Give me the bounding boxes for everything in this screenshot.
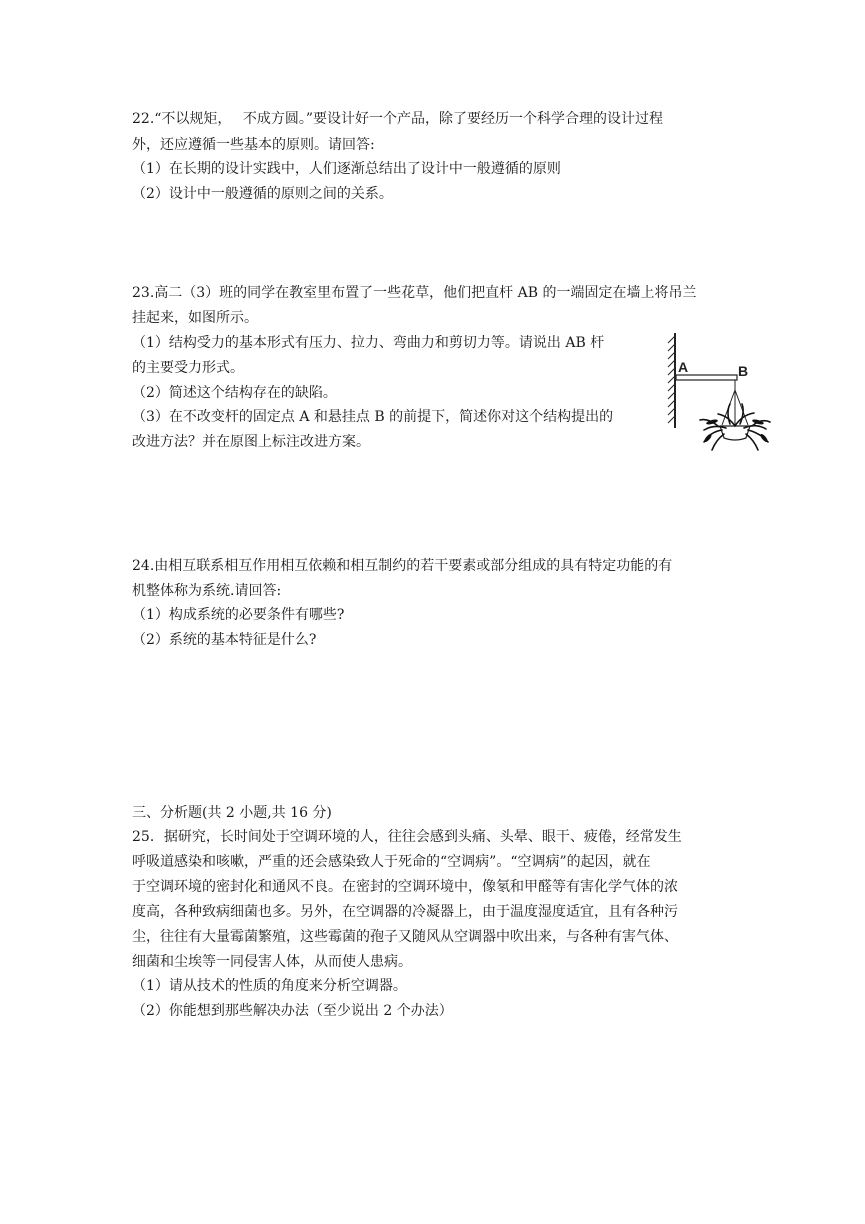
hanger-strings [722, 390, 748, 425]
q25-stem-line4: 度高，各种致病细菌也多。另外，在空调器的冷凝器上，由于温度湿度适宜，且有各种污 [132, 904, 678, 920]
section-3-title: 三、分析题(共 2 小题,共 16 分) [132, 805, 332, 821]
hanging-plant-figure [660, 330, 780, 460]
wall-hatching [668, 336, 675, 423]
rod-ab [676, 375, 737, 380]
q22-stem-line1: 22.“不以规矩， 不成方圆。”要设计好一个产品，除了要经历一个科学合理的设计过程 [132, 111, 664, 127]
q22-stem-line2: 外，还应遵循一些基本的原则。请回答: [132, 137, 375, 153]
q25-subquestion-2: （2）你能想到那些解决办法（至少说出 2 个办法） [132, 1003, 453, 1019]
label-b: B [738, 363, 749, 379]
q25-stem-line6: 细菌和尘埃等一同侵害人体，从而使人患病。 [132, 954, 412, 970]
q24-subquestion-1: （1）构成系统的必要条件有哪些? [132, 607, 345, 623]
q25-stem-line2: 呼吸道感染和咳嗽，严重的还会感染致人于死命的“空调病”。“空调病”的起因，就在 [132, 854, 651, 870]
q24-stem-line1: 24.由相互联系相互作用相互依赖和相互制约的若干要素或部分组成的具有特定功能的有 [132, 558, 673, 574]
q25-stem-line3: 于空调环境的密封化和通风不良。在密封的空调环境中，像氡和甲醛等有害化学气体的浓 [132, 879, 678, 895]
q23-stem-line1: 23.高二（3）班的同学在教室里布置了一些花草，他们把直杆 AB 的一端固定在墙上将吊兰 [132, 285, 697, 301]
q23-stem-line2: 挂起来，如图所示。 [132, 310, 258, 326]
q22-subquestion-1: （1）在长期的设计实践中，人们逐渐总结出了设计中一般遵循的原则 [132, 161, 561, 177]
q24-stem-line2: 机整体称为系统.请回答: [132, 583, 282, 599]
q24-subquestion-2: （2）系统的基本特征是什么? [132, 632, 317, 648]
q23-subquestion-1-line1: （1）结构受力的基本形式有压力、拉力、弯曲力和剪切力等。请说出 AB 杆 [132, 335, 605, 351]
q23-subquestion-1-line2: 的主要受力形式。 [132, 360, 244, 376]
q25-stem-line5: 尘，往往有大量霉菌繁殖，这些霉菌的孢子又随风从空调器中吹出来，与各种有害气体、 [132, 929, 678, 945]
q23-subquestion-2: （2）简述这个结构存在的缺陷。 [132, 385, 337, 401]
q25-subquestion-1: （1）请从技术的性质的角度来分析空调器。 [132, 978, 407, 994]
label-a: A [678, 359, 689, 375]
q22-subquestion-2: （2）设计中一般遵循的原则之间的关系。 [132, 186, 393, 202]
q23-subquestion-3-line2: 改进方法？并在原图上标注改进方案。 [132, 434, 370, 450]
q23-subquestion-3-line1: （3）在不改变杆的固定点 A 和悬挂点 B 的前提下，简述你对这个结构提出的 [132, 409, 614, 425]
q25-stem-line1: 25．据研究，长时间处于空调环境的人，往往会感到头痛、头晕、眼干、疲倦，经常发生 [132, 829, 682, 845]
